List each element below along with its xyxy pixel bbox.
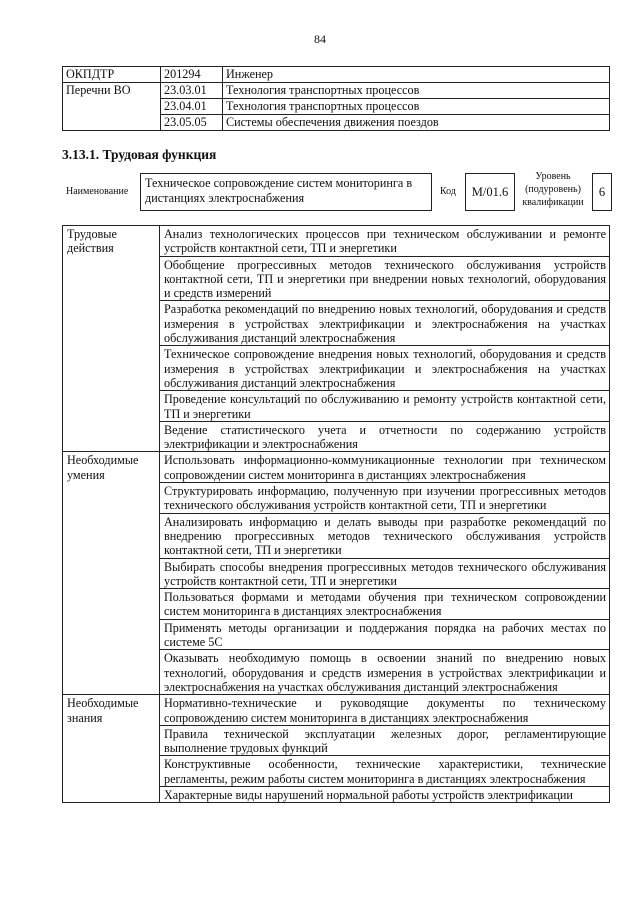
- ref-code: 23.04.01: [161, 99, 223, 115]
- category-cell: Необходимые знания: [63, 695, 160, 803]
- function-code-label: Код: [440, 186, 456, 197]
- item-cell: Правила технической эксплуатации железных дорог, регламентирующие выполнение трудовых функций: [160, 725, 610, 756]
- page-number: 84: [314, 32, 326, 46]
- item-cell: Пользоваться формами и методами обучения при техническом сопровождении систем мониторинга в дистанциях электроснабжения: [160, 589, 610, 620]
- item-cell: Конструктивные особенности, технические характеристики, технические регламенты, режим работы систем мониторинга в дистанциях электроснабжения: [160, 756, 610, 787]
- item-cell: Нормативно-технические и руководящие документы по техническому сопровождению систем мониторинга в дистанциях электроснабжения: [160, 695, 610, 726]
- table-row: [63, 83, 610, 99]
- labor-function-table: [62, 225, 610, 803]
- function-name: Техническое сопровождение систем мониторинга в дистанциях электроснабжения: [140, 173, 432, 211]
- ref-label: Перечни ВО: [63, 83, 161, 131]
- item-cell: Обобщение прогрессивных методов технического обслуживания устройств контактной сети, ТП и энергетики при внедрении новых технологий, оборудования и средств измерений: [160, 256, 610, 301]
- table-row: [63, 226, 610, 257]
- reference-table: [62, 66, 610, 131]
- ref-code: 23.03.01: [161, 83, 223, 99]
- item-cell: Применять методы организации и поддержания порядка на рабочих местах по системе 5С: [160, 619, 610, 650]
- item-cell: Проведение консультаций по обслуживанию и ремонту устройств контактной сети, ТП и энергетики: [160, 391, 610, 422]
- ref-code: 23.05.05: [161, 115, 223, 131]
- function-level-label: Уровень (подуровень) квалификации: [522, 171, 584, 208]
- item-cell: Оказывать необходимую помощь в освоении знаний по внедрению новых технологий, оборудования и средств измерения в устройствах электрификации и электроснабжения на участках обслуживания дистанций электроснабжения: [160, 650, 610, 695]
- ref-name: Технология транспортных процессов: [223, 83, 610, 99]
- table-row: [63, 67, 610, 83]
- item-cell: Анализ технологических процессов при техническом обслуживании и ремонте устройств контактной сети, ТП и энергетики: [160, 226, 610, 257]
- section-heading: 3.13.1. Трудовая функция: [62, 147, 217, 162]
- ref-name: Инженер: [223, 67, 610, 83]
- function-code: М/01.6: [465, 173, 515, 211]
- item-cell: Характерные виды нарушений нормальной работы устройств электрификации: [160, 786, 610, 802]
- category-cell: Трудовые действия: [63, 226, 160, 452]
- category-cell: Необходимые умения: [63, 452, 160, 695]
- item-cell: Выбирать способы внедрения прогрессивных методов технического обслуживания устройств контактной сети, ТП и энергетики: [160, 558, 610, 589]
- table-row: [63, 695, 610, 726]
- item-cell: Структурировать информацию, полученную при изучении прогрессивных методов технического обслуживания устройств контактной сети, ТП и энергетики: [160, 483, 610, 514]
- ref-label: ОКПДТР: [63, 67, 161, 83]
- ref-name: Технология транспортных процессов: [223, 99, 610, 115]
- item-cell: Использовать информационно-коммуникационные технологии при техническом сопровождении систем мониторинга в дистанциях электроснабжения: [160, 452, 610, 483]
- item-cell: Разработка рекомендаций по внедрению новых технологий, оборудования и средств измерения в устройствах электрификации и электроснабжения на участках обслуживания дистанций электроснабжения: [160, 301, 610, 346]
- ref-name: Системы обеспечения движения поездов: [223, 115, 610, 131]
- ref-code: 201294: [161, 67, 223, 83]
- item-cell: Ведение статистического учета и отчетности по содержанию устройств электрификации и электроснабжения: [160, 421, 610, 452]
- item-cell: Техническое сопровождение внедрения новых технологий, оборудования и средств измерения в устройствах электрификации и электроснабжения на участках обслуживания дистанций электроснабжения: [160, 346, 610, 391]
- function-name-label: Наименование: [66, 186, 129, 197]
- item-cell: Анализировать информацию и делать выводы при разработке рекомендаций по внедрению прогрессивных методов технического обслуживания устройств контактной сети, ТП и энергетики: [160, 513, 610, 558]
- table-row: [63, 452, 610, 483]
- function-level: 6: [592, 173, 612, 211]
